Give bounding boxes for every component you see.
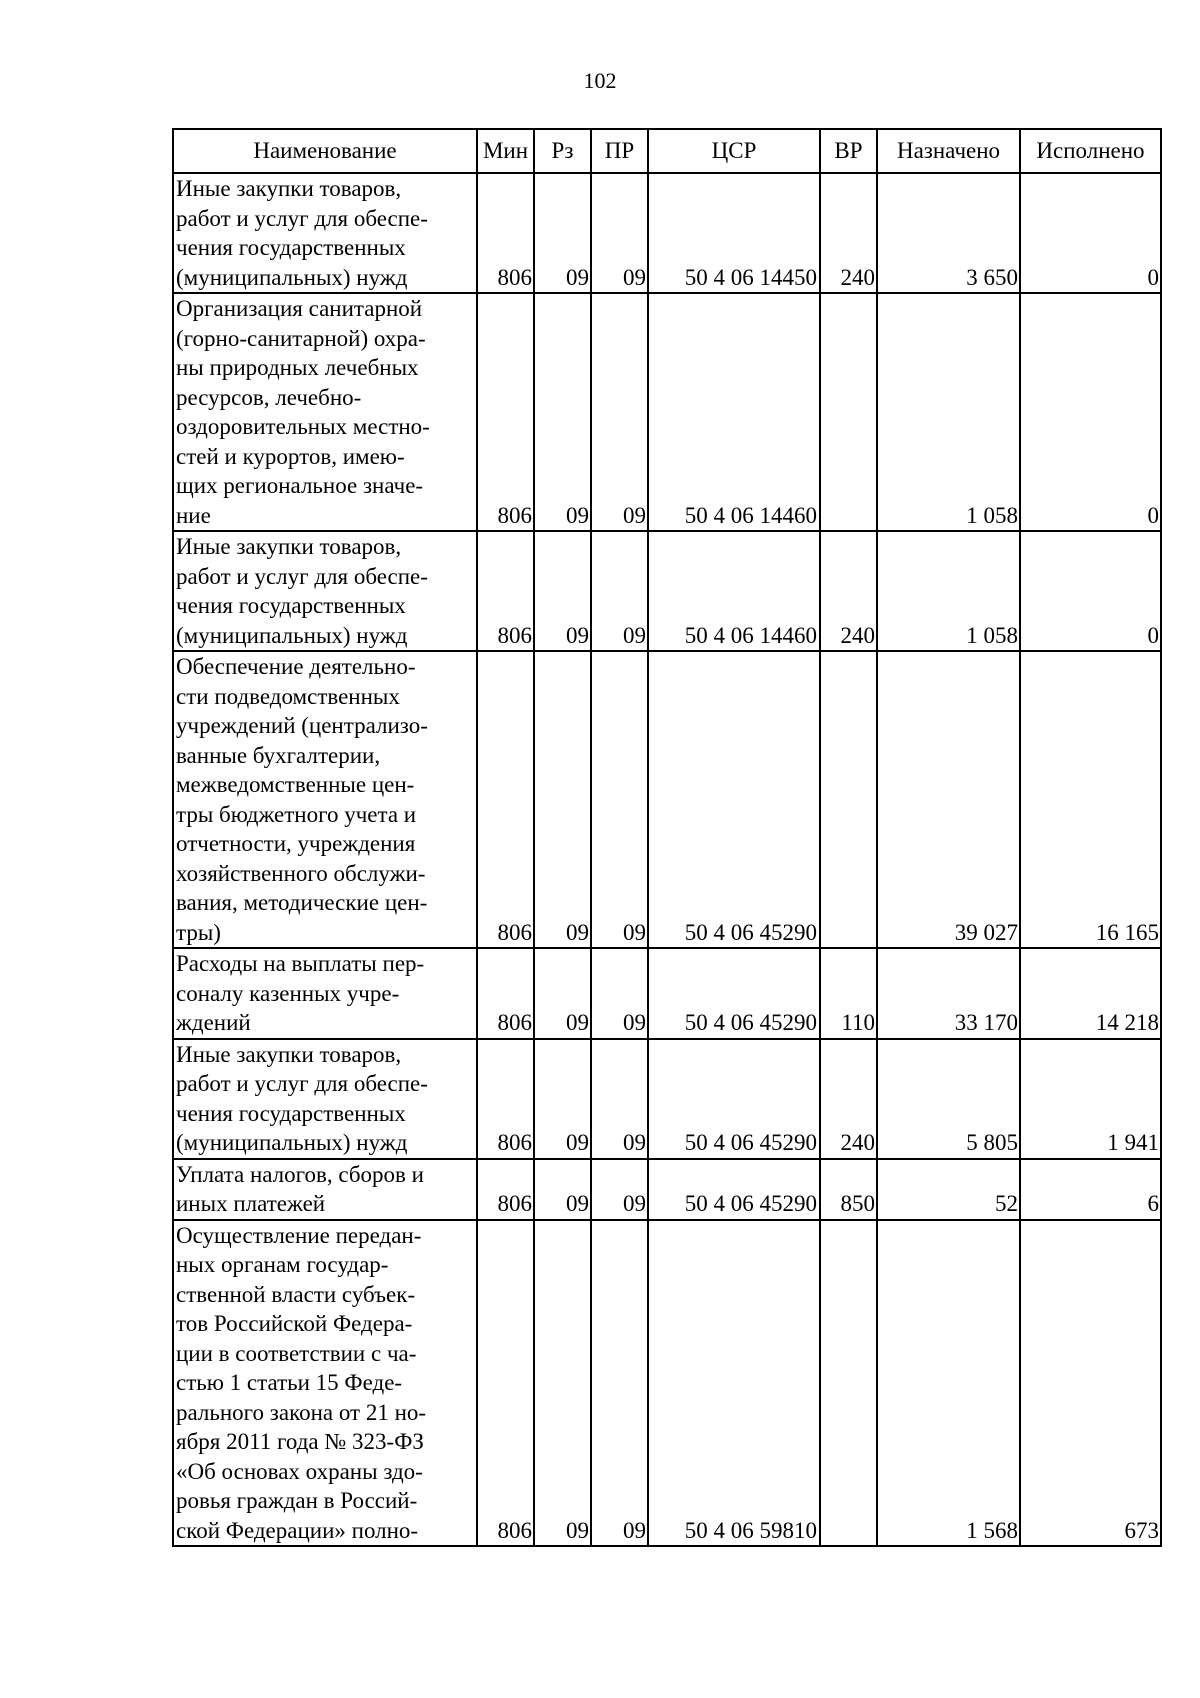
- cell-assigned: 33 170: [877, 948, 1020, 1039]
- cell-vr: 240: [820, 531, 877, 651]
- cell-vr: [820, 293, 877, 531]
- cell-assigned: 1 058: [877, 531, 1020, 651]
- header-assigned: Назначено: [877, 129, 1020, 173]
- cell-assigned: 5 805: [877, 1039, 1020, 1159]
- cell-rz: 09: [534, 1220, 591, 1547]
- table-row: [173, 651, 1161, 948]
- cell-csr: 50 4 06 45290: [648, 1159, 820, 1220]
- cell-csr: 50 4 06 14460: [648, 293, 820, 531]
- header-rz: Рз: [534, 129, 591, 173]
- cell-pr: 09: [591, 1039, 648, 1159]
- header-row: [173, 129, 1161, 173]
- cell-vr: 240: [820, 1039, 877, 1159]
- cell-name: Уплата налогов, сборов и иных платежей: [173, 1159, 477, 1220]
- budget-table: [172, 128, 1162, 1547]
- table-row: [173, 1220, 1161, 1547]
- table-row: [173, 173, 1161, 293]
- table-row: [173, 1159, 1161, 1220]
- table-row: [173, 531, 1161, 651]
- header-csr: ЦСР: [648, 129, 820, 173]
- cell-pr: 09: [591, 1220, 648, 1547]
- cell-csr: 50 4 06 14450: [648, 173, 820, 293]
- cell-csr: 50 4 06 45290: [648, 948, 820, 1039]
- cell-assigned: 3 650: [877, 173, 1020, 293]
- header-pr: ПР: [591, 129, 648, 173]
- cell-vr: 850: [820, 1159, 877, 1220]
- cell-csr: 50 4 06 45290: [648, 651, 820, 948]
- cell-assigned: 1 568: [877, 1220, 1020, 1547]
- cell-executed: 0: [1020, 531, 1161, 651]
- cell-min: 806: [477, 1159, 534, 1220]
- cell-rz: 09: [534, 948, 591, 1039]
- cell-min: 806: [477, 173, 534, 293]
- cell-pr: 09: [591, 293, 648, 531]
- cell-csr: 50 4 06 59810: [648, 1220, 820, 1547]
- cell-pr: 09: [591, 948, 648, 1039]
- cell-executed: 1 941: [1020, 1039, 1161, 1159]
- cell-min: 806: [477, 1220, 534, 1547]
- header-min: Мин: [477, 129, 534, 173]
- header-name: Наименование: [173, 129, 477, 173]
- cell-rz: 09: [534, 651, 591, 948]
- cell-assigned: 1 058: [877, 293, 1020, 531]
- cell-pr: 09: [591, 1159, 648, 1220]
- cell-rz: 09: [534, 531, 591, 651]
- table-row: [173, 948, 1161, 1039]
- header-vr: ВР: [820, 129, 877, 173]
- cell-csr: 50 4 06 14460: [648, 531, 820, 651]
- cell-name: Иные закупки товаров, работ и услуг для обеспе- чения государственных (муниципальных) нужд: [173, 531, 477, 651]
- cell-name: Иные закупки товаров, работ и услуг для обеспе- чения государственных (муниципальных) нужд: [173, 1039, 477, 1159]
- cell-vr: [820, 651, 877, 948]
- cell-pr: 09: [591, 651, 648, 948]
- cell-min: 806: [477, 531, 534, 651]
- cell-min: 806: [477, 293, 534, 531]
- cell-vr: 240: [820, 173, 877, 293]
- cell-pr: 09: [591, 531, 648, 651]
- cell-rz: 09: [534, 1039, 591, 1159]
- cell-executed: 6: [1020, 1159, 1161, 1220]
- cell-min: 806: [477, 651, 534, 948]
- table-row: [173, 293, 1161, 531]
- cell-pr: 09: [591, 173, 648, 293]
- page-number: 102: [583, 68, 617, 93]
- cell-vr: [820, 1220, 877, 1547]
- cell-executed: 0: [1020, 173, 1161, 293]
- cell-name: Расходы на выплаты пер- соналу казенных учре- ждений: [173, 948, 477, 1039]
- table-row: [173, 1039, 1161, 1159]
- cell-assigned: 39 027: [877, 651, 1020, 948]
- cell-name: Осуществление передан- ных органам государ- ственной власти субъек- тов Российской Федера- ции в соответствии с ча- стью 1 статьи 15 Феде- рального закона от 21 но- ября 2011 года № 323-ФЗ «Об основах охраны здо- ровья граждан в Россий- ской Федерации» полно-: [173, 1220, 477, 1547]
- cell-rz: 09: [534, 173, 591, 293]
- cell-executed: 16 165: [1020, 651, 1161, 948]
- cell-vr: 110: [820, 948, 877, 1039]
- cell-name: Обеспечение деятельно- сти подведомственных учреждений (централизо- ванные бухгалтерии, межведомственные цен- тры бюджетного учета и отчетности, учреждения хозяйственного обслужи- вания, методические цен- тры): [173, 651, 477, 948]
- cell-min: 806: [477, 948, 534, 1039]
- cell-name: Иные закупки товаров, работ и услуг для обеспе- чения государственных (муниципальных) нужд: [173, 173, 477, 293]
- cell-csr: 50 4 06 45290: [648, 1039, 820, 1159]
- cell-min: 806: [477, 1039, 534, 1159]
- cell-assigned: 52: [877, 1159, 1020, 1220]
- cell-rz: 09: [534, 1159, 591, 1220]
- cell-name: Организация санитарной (горно-санитарной) охра- ны природных лечебных ресурсов, лечебно- оздоровительных местно- стей и курортов, имею- щих региональное значе- ние: [173, 293, 477, 531]
- header-executed: Исполнено: [1020, 129, 1161, 173]
- cell-rz: 09: [534, 293, 591, 531]
- cell-executed: 14 218: [1020, 948, 1161, 1039]
- cell-executed: 673: [1020, 1220, 1161, 1547]
- cell-executed: 0: [1020, 293, 1161, 531]
